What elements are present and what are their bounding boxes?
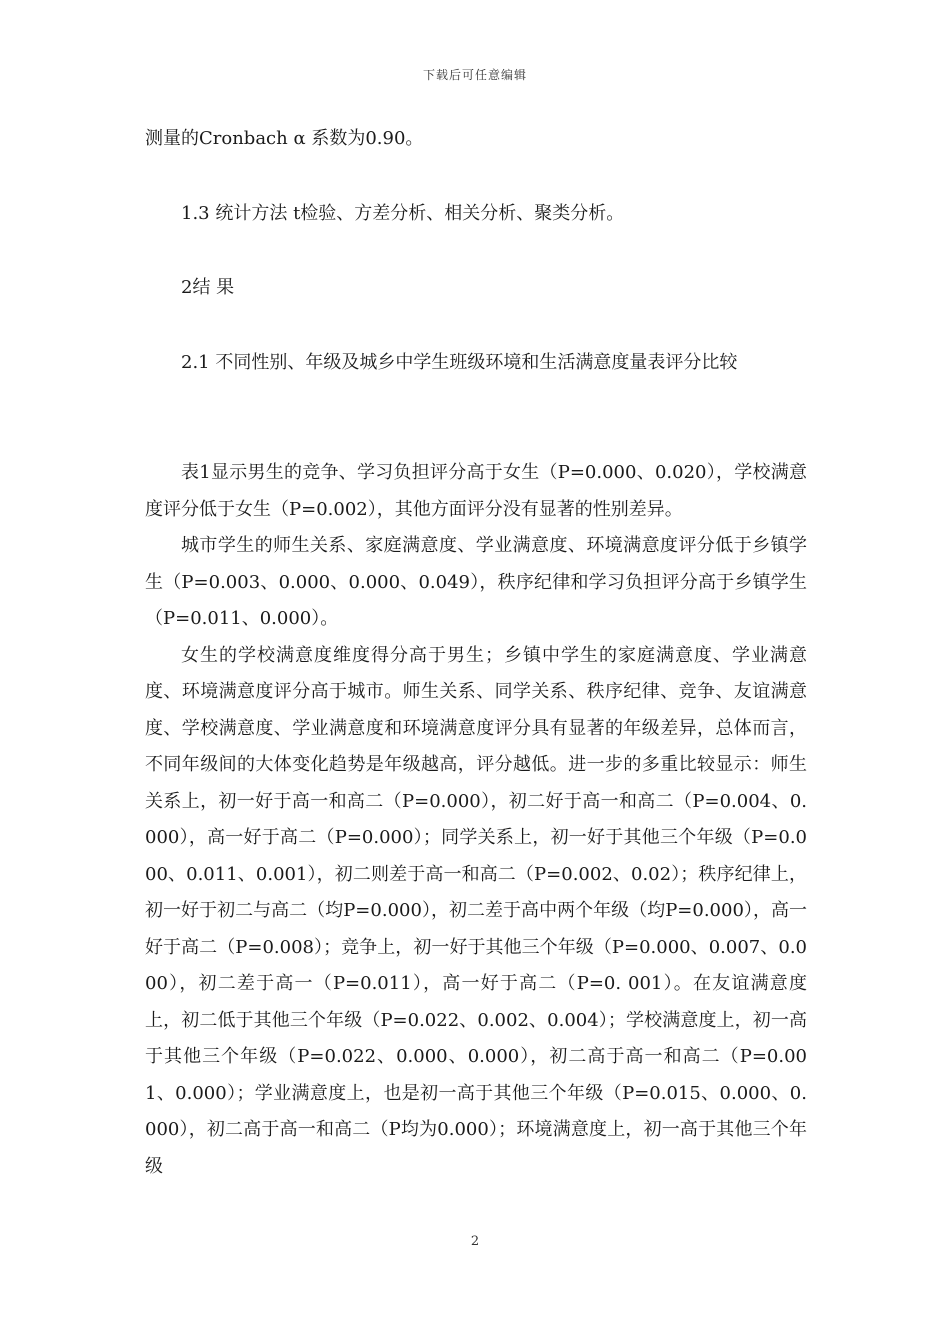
- paragraph: 表1显示男生的竞争、学习负担评分高于女生（P=0.000、0.020），学校满意度评分低于女生（P=0.002），其他方面评分没有显著的性别差异。: [145, 462, 807, 520]
- section-heading-2: 2结 果: [181, 277, 235, 298]
- section-heading-1-3: 1.3 统计方法 t检验、方差分析、相关分析、聚类分析。: [181, 203, 625, 224]
- body-text: [145, 455, 807, 1185]
- paragraph: 城市学生的师生关系、家庭满意度、学业满意度、环境满意度评分低于乡镇学生（P=0.003、0.000、0.000、0.049），秩序纪律和学习负担评分高于乡镇学生（P=0.011、0.000）。: [145, 535, 807, 629]
- page-header: 下载后可任意编辑: [422, 68, 527, 82]
- intro-line: 测量的Cronbach α 系数为0.90。: [145, 128, 424, 149]
- paragraph: 女生的学校满意度维度得分高于男生；乡镇中学生的家庭满意度、学业满意度、环境满意度评分高于城市。师生关系、同学关系、秩序纪律、竞争、友谊满意度、学校满意度、学业满意度和环境满意度评分具有显著的年级差异，总体而言，不同年级间的大体变化趋势是年级越高，评分越低。进一步的多重比较显示：师生关系上，初一好于高一和高二（P=0.000），初二好于高一和高二（P=0.004、0.000），高一好于高二（P=0.000）；同学关系上，初一好于其他三个年级（P=0.000、0.011、0.001），初二则差于高一和高二（P=0.002、0.02）；秩序纪律上，初一好于初二与高二（均P=0.000），初二差于高中两个年级（均P=0.000），高一好于高二（P=0.008）；竞争上，初一好于其他三个年级（P=0.000、0.007、0.000），初二差于高一（P=0.011），高一好于高二（P=0. 001）。在友谊满意度上，初二低于其他三个年级（P=0.022、0.002、0.004）；学校满意度上，初一高于其他三个年级（P=0.022、0.000、0.000），初二高于高一和高二（P=0.001、0.000）；学业满意度上，也是初一高于其他三个年级（P=0.015、0.000、0.000），初二高于高一和高二（P均为0.000）；环境满意度上，初一高于其他三个年级: [145, 644, 808, 1177]
- section-heading-2-1: 2.1 不同性别、年级及城乡中学生班级环境和生活满意度量表评分比较: [181, 352, 738, 373]
- page-number: 2: [470, 1234, 480, 1249]
